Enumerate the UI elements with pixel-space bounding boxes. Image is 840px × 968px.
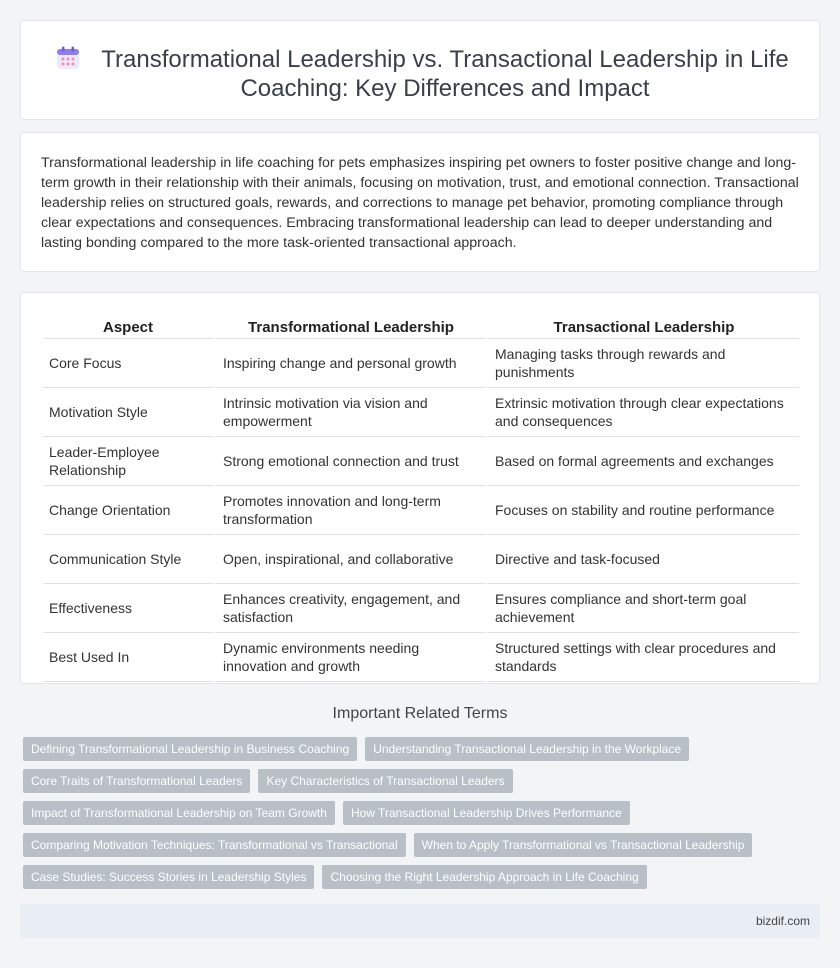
related-term-tag[interactable]: Choosing the Right Leadership Approach in Life Coaching <box>322 865 646 889</box>
related-term-tag[interactable]: Defining Transformational Leadership in Business Coaching <box>23 737 357 761</box>
table-cell-transformational: Intrinsic motivation via vision and empowerment <box>213 388 485 437</box>
intro-paragraph: Transformational leadership in life coaching for pets emphasizes inspiring pet owners to foster positive change and long-term growth in their relationship with their animals, focusing on motivation, trust, and emotional connection. Transactional leadership relies on structured goals, rewards, and corrections to manage pet behavior, promoting compliance through clear expectations and consequences. Embracing transformational leadership can lead to deeper understanding and lasting bonding compared to the more task-oriented transactional approach. <box>41 155 799 251</box>
footer-site-link[interactable]: bizdif.com <box>755 914 810 928</box>
table-cell-aspect: Core Focus <box>43 339 213 388</box>
comparison-card <box>20 292 820 684</box>
table-header-row <box>43 313 799 339</box>
table-row <box>43 437 799 486</box>
table-cell-transactional: Managing tasks through rewards and punishments <box>485 339 799 388</box>
related-term-tag[interactable]: When to Apply Transformational vs Transactional Leadership <box>414 833 753 857</box>
intro-card <box>20 132 820 272</box>
table-header-transactional: Transactional Leadership <box>485 313 799 339</box>
related-term-tag[interactable]: Core Traits of Transformational Leaders <box>23 769 250 793</box>
table-header-transformational: Transformational Leadership <box>213 313 485 339</box>
header-card <box>20 20 820 120</box>
table-cell-aspect: Leader-Employee Relationship <box>43 437 213 486</box>
table-cell-transformational: Inspiring change and personal growth <box>213 339 485 388</box>
related-term-tag[interactable]: Understanding Transactional Leadership in the Workplace <box>365 737 689 761</box>
related-term-tag[interactable]: Case Studies: Success Stories in Leadership Styles <box>23 865 314 889</box>
related-term-tag[interactable]: Key Characteristics of Transactional Leaders <box>258 769 512 793</box>
related-term-tag[interactable]: Impact of Transformational Leadership on Team Growth <box>23 801 335 825</box>
footer <box>20 904 820 938</box>
table-cell-transformational: Enhances creativity, engagement, and satisfaction <box>213 584 485 633</box>
table-cell-transactional: Extrinsic motivation through clear expectations and consequences <box>485 388 799 437</box>
table-cell-transformational: Open, inspirational, and collaborative <box>213 535 485 584</box>
table-cell-transactional: Ensures compliance and short-term goal achievement <box>485 584 799 633</box>
table-cell-transactional: Focuses on stability and routine performance <box>485 486 799 535</box>
page-title: Transformational Leadership vs. Transactional Leadership in Life Coaching: Key Differences and Impact <box>101 46 789 102</box>
comparison-table <box>43 313 799 682</box>
table-cell-aspect: Best Used In <box>43 633 213 682</box>
table-row <box>43 339 799 388</box>
table-row <box>43 388 799 437</box>
table-cell-aspect: Communication Style <box>43 535 213 584</box>
related-terms-list <box>23 737 803 897</box>
table-cell-transactional: Based on formal agreements and exchanges <box>485 437 799 486</box>
table-header-aspect: Aspect <box>43 313 213 339</box>
calendar-icon <box>55 45 81 71</box>
related-terms-title: Important Related Terms <box>332 705 508 722</box>
table-cell-transformational: Promotes innovation and long-term transformation <box>213 486 485 535</box>
related-term-tag[interactable]: Comparing Motivation Techniques: Transformational vs Transactional <box>23 833 406 857</box>
table-cell-transactional: Structured settings with clear procedures and standards <box>485 633 799 682</box>
table-cell-transformational: Strong emotional connection and trust <box>213 437 485 486</box>
table-cell-aspect: Effectiveness <box>43 584 213 633</box>
table-cell-transformational: Dynamic environments needing innovation and growth <box>213 633 485 682</box>
table-row <box>43 486 799 535</box>
table-row <box>43 584 799 633</box>
table-row <box>43 633 799 682</box>
table-cell-transactional: Directive and task-focused <box>485 535 799 584</box>
related-term-tag[interactable]: How Transactional Leadership Drives Performance <box>343 801 630 825</box>
table-cell-aspect: Motivation Style <box>43 388 213 437</box>
table-row <box>43 535 799 584</box>
table-cell-aspect: Change Orientation <box>43 486 213 535</box>
